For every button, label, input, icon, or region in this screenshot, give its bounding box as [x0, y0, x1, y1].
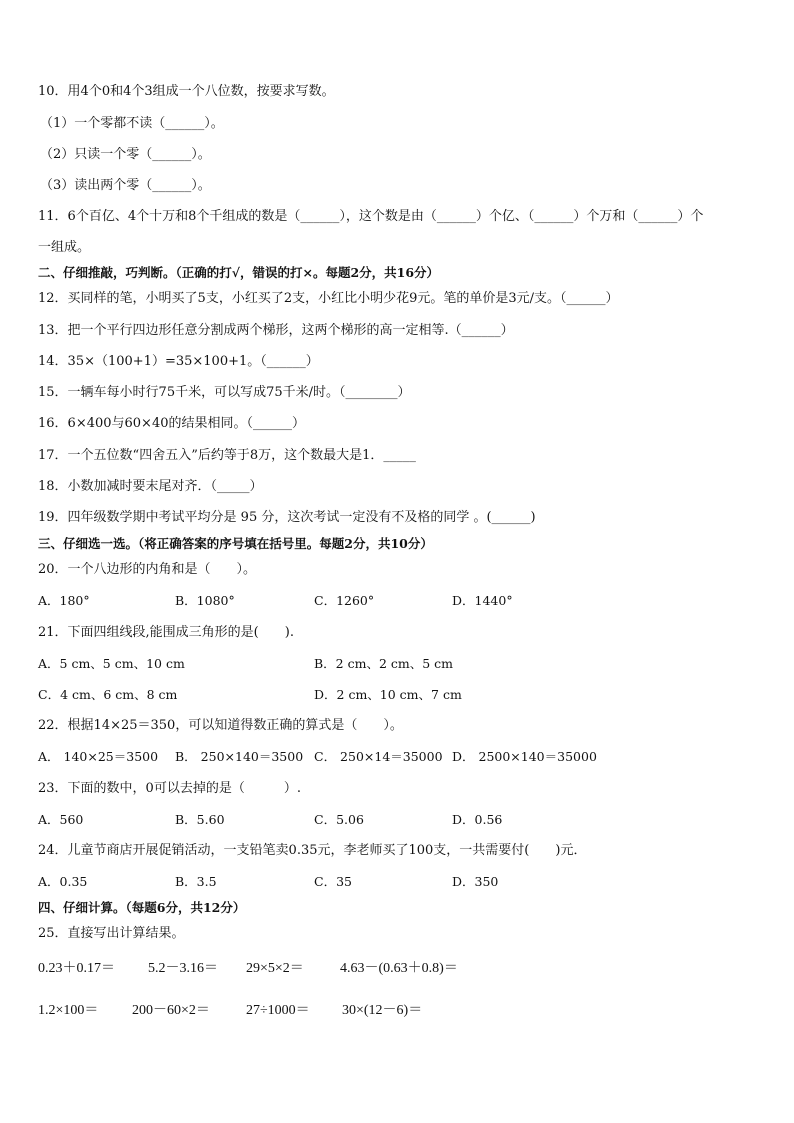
- q23-option-c: C．5.06: [314, 812, 364, 827]
- question-11-line-2: 一组成。: [38, 240, 91, 255]
- question-10-part-3: （3）读出两个零（______）。: [40, 178, 211, 193]
- q20-option-d: D．1440°: [452, 593, 513, 608]
- q24-option-a: A．0.35: [38, 874, 88, 889]
- question-24: 24．儿童节商店开展促销活动，一支铅笔卖0.35元，李老师买了100支，一共需要付( )元．: [38, 843, 587, 858]
- question-10: 10．用4个0和4个3组成一个八位数，按要求写数。: [38, 84, 335, 99]
- q24-option-b: B．3.5: [175, 874, 217, 889]
- question-25: 25．直接写出计算结果。: [38, 926, 185, 941]
- question-15: 15．一辆车每小时行75千米，可以写成75千米/时。（________）: [38, 385, 411, 400]
- q24-option-d: D．350: [452, 874, 499, 889]
- question-23: 23．下面的数中，0可以去掉的是（ ）.: [38, 781, 301, 796]
- q21-option-a: A．5 cm、5 cm、10 cm: [38, 656, 185, 671]
- question-22: 22．根据14×25＝350，可以知道得数正确的算式是（ ）。: [38, 718, 403, 733]
- q20-option-b: B．1080°: [175, 593, 235, 608]
- q22-option-d: D． 2500×140＝35000: [452, 749, 597, 764]
- q22-option-a: A． 140×25＝3500: [38, 749, 159, 764]
- q20-option-c: C．1260°: [314, 593, 375, 608]
- q21-option-d: D．2 cm、10 cm、7 cm: [314, 687, 462, 702]
- calc-item: 4.63－(0.63＋0.8)＝: [340, 961, 458, 976]
- question-10-part-2: （2）只读一个零（______）。: [40, 147, 211, 162]
- q22-option-c: C． 250×14＝35000: [314, 749, 443, 764]
- question-13: 13．把一个平行四边形任意分割成两个梯形，这两个梯形的高一定相等.（______）: [38, 323, 514, 338]
- q24-option-c: C．35: [314, 874, 352, 889]
- calc-item: 29×5×2＝: [246, 961, 304, 976]
- question-12: 12．买同样的笔，小明买了5支，小红买了2支，小红比小明少花9元。笔的单价是3元/支。（______）: [38, 291, 619, 306]
- question-20: 20．一个八边形的内角和是（ ）。: [38, 562, 257, 577]
- calc-item: 30×(12－6)＝: [342, 1003, 423, 1018]
- calc-item: 1.2×100＝: [38, 1003, 99, 1018]
- q21-option-b: B．2 cm、2 cm、5 cm: [314, 656, 454, 671]
- question-18: 18．小数加减时要末尾对齐．（_____）: [38, 479, 263, 494]
- question-19: 19．四年级数学期中考试平均分是 95 分，这次考试一定没有不及格的同学 。(______): [38, 510, 536, 525]
- question-10-part-1: （1）一个零都不读（______）。: [40, 116, 224, 131]
- question-16: 16．6×400与60×40的结果相同。（______）: [38, 416, 305, 431]
- calc-item: 0.23＋0.17＝: [38, 961, 115, 976]
- q23-option-a: A．560: [38, 812, 84, 827]
- q23-option-d: D．0.56: [452, 812, 503, 827]
- calc-item: 27÷1000＝: [246, 1003, 310, 1018]
- q23-option-b: B．5.60: [175, 812, 225, 827]
- section-2-heading: 二、仔细推敲，巧判断。（正确的打√，错误的打×。每题2分，共16分）: [38, 265, 440, 280]
- question-14: 14．35×（100+1）=35×100+1。（______）: [38, 354, 319, 369]
- question-21: 21．下面四组线段,能围成三角形的是( ).: [38, 625, 294, 640]
- q22-option-b: B． 250×140＝3500: [175, 749, 304, 764]
- q21-option-c: C．4 cm、6 cm、8 cm: [38, 687, 178, 702]
- calc-item: 200－60×2＝: [132, 1003, 210, 1018]
- section-4-heading: 四、仔细计算。（每题6分，共12分）: [38, 900, 246, 915]
- q20-option-a: A．180°: [38, 593, 90, 608]
- question-17: 17．一个五位数“四舍五入”后约等于8万，这个数最大是1．_____: [38, 448, 416, 463]
- calc-item: 5.2－3.16＝: [148, 961, 218, 976]
- question-11-line-1: 11．6个百亿、4个十万和8个千组成的数是（______），这个数是由（______）个亿、（______）个万和（______）个: [38, 209, 704, 224]
- section-3-heading: 三、仔细选一选。（将正确答案的序号填在括号里。每题2分，共10分）: [38, 536, 433, 551]
